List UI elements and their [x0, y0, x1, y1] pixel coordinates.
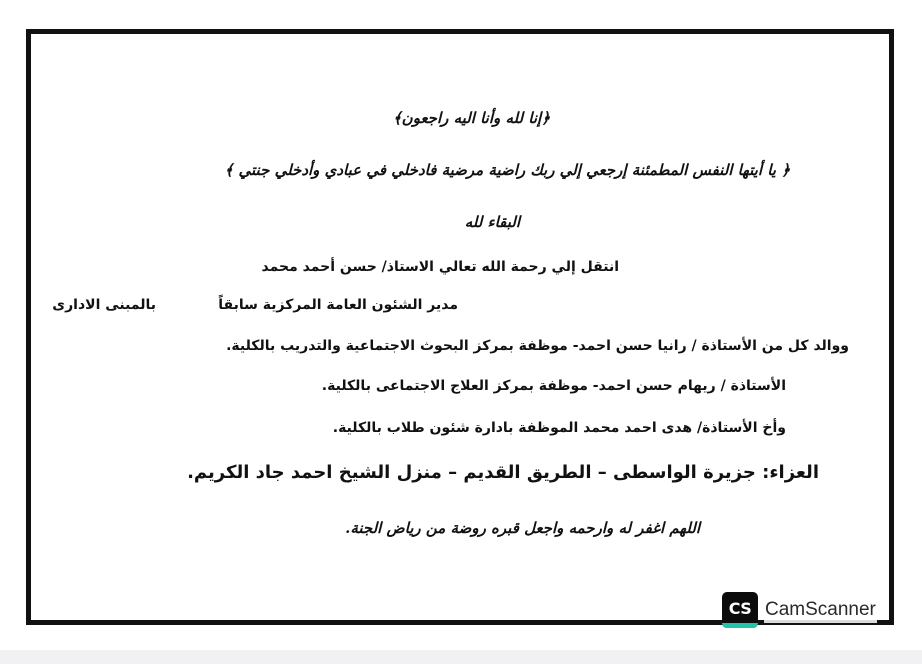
bottom-margin-strip — [0, 650, 922, 664]
deceased-position-title: مدير الشئون العامة المركزية سابقاً — [218, 297, 458, 313]
camscanner-logo-letters: CS — [728, 599, 752, 618]
camscanner-watermark — [722, 592, 877, 628]
phrase-al-baqa-lillah: البقاء لله — [464, 213, 520, 231]
camscanner-logo-icon — [722, 592, 758, 628]
closing-prayer: اللهم اغفر له وارحمه واجعل قبره روضة من رياض الجنة. — [345, 519, 700, 537]
relative-line-3: وأخ الأستاذة/ هدى احمد محمد الموظفة بادارة شئون طلاب بالكلية. — [332, 420, 786, 436]
relative-line-2: الأستاذة / ريهام حسن احمد- موظفة بمركز العلاج الاجتماعى بالكلية. — [321, 378, 786, 394]
quran-verse-nafs-mutmainna: ﴿ يا أيتها النفس المطمئنة إرجعي إلي ربك راضية مرضية فادخلي في عبادي وأدخلي جنتي ﴾ — [224, 161, 790, 179]
relative-line-1: ووالد كل من الأستاذة / رانيا حسن احمد- موظفة بمركز البحوث الاجتماعية والتدريب بالكلية. — [226, 338, 849, 354]
death-notice-line: انتقل إلي رحمة الله تعالي الاستاذ/ حسن أحمد محمد — [261, 259, 619, 275]
camscanner-app-name: CamScanner — [764, 597, 877, 623]
deceased-position-place: بالمبنى الادارى — [52, 297, 156, 313]
quran-verse-inna-lillah: ﴿إنا لله وأنا اليه راجعون﴾ — [392, 109, 550, 127]
condolence-location: العزاء: جزيرة الواسطى – الطريق القديم – منزل الشيخ احمد جاد الكريم. — [187, 462, 819, 483]
